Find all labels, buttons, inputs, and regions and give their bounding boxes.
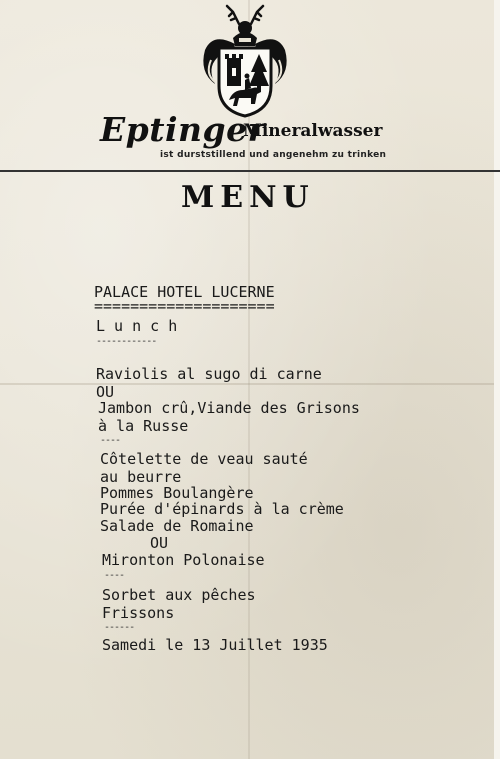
brand-suffix: Mineralwasser (243, 121, 383, 141)
menu-line: à la Russe (98, 417, 189, 435)
hotel-name: PALACE HOTEL LUCERNE (94, 283, 275, 301)
menu-title: MENU (181, 180, 315, 215)
separator: ------------ (96, 336, 157, 347)
meal-title: L u n c h (96, 317, 178, 335)
menu-line: Sorbet aux pêches (102, 586, 256, 604)
menu-line: OU (96, 383, 115, 401)
hotel-underline: ==================== (94, 297, 275, 315)
menu-line: Jambon crû,Viande des Grisons (98, 399, 360, 417)
header-rule (0, 170, 500, 172)
menu-line: Salade de Romaine (100, 517, 254, 535)
tagline: ist durststillend und angenehm zu trinken (160, 150, 387, 160)
separator: ---- (100, 435, 121, 446)
separator: ------ (104, 622, 135, 633)
menu-line: Frissons (102, 604, 175, 622)
menu-line: Côtelette de veau sauté (100, 450, 308, 468)
menu-date: Samedi le 13 Juillet 1935 (102, 636, 328, 654)
menu-line: OU (150, 534, 169, 552)
paper-edge (494, 0, 500, 759)
menu-line: au beurre (100, 468, 182, 486)
menu-line: Mironton Polonaise (102, 551, 265, 569)
deer-crest-icon (195, 2, 295, 120)
menu-line: Purée d'épinards à la crème (100, 500, 344, 518)
paper-fold (0, 383, 500, 385)
separator: ---- (104, 570, 125, 581)
brand-name: Eptinger (100, 110, 266, 149)
menu-line: Pommes Boulangère (100, 484, 254, 502)
menu-line: Raviolis al sugo di carne (96, 365, 322, 383)
